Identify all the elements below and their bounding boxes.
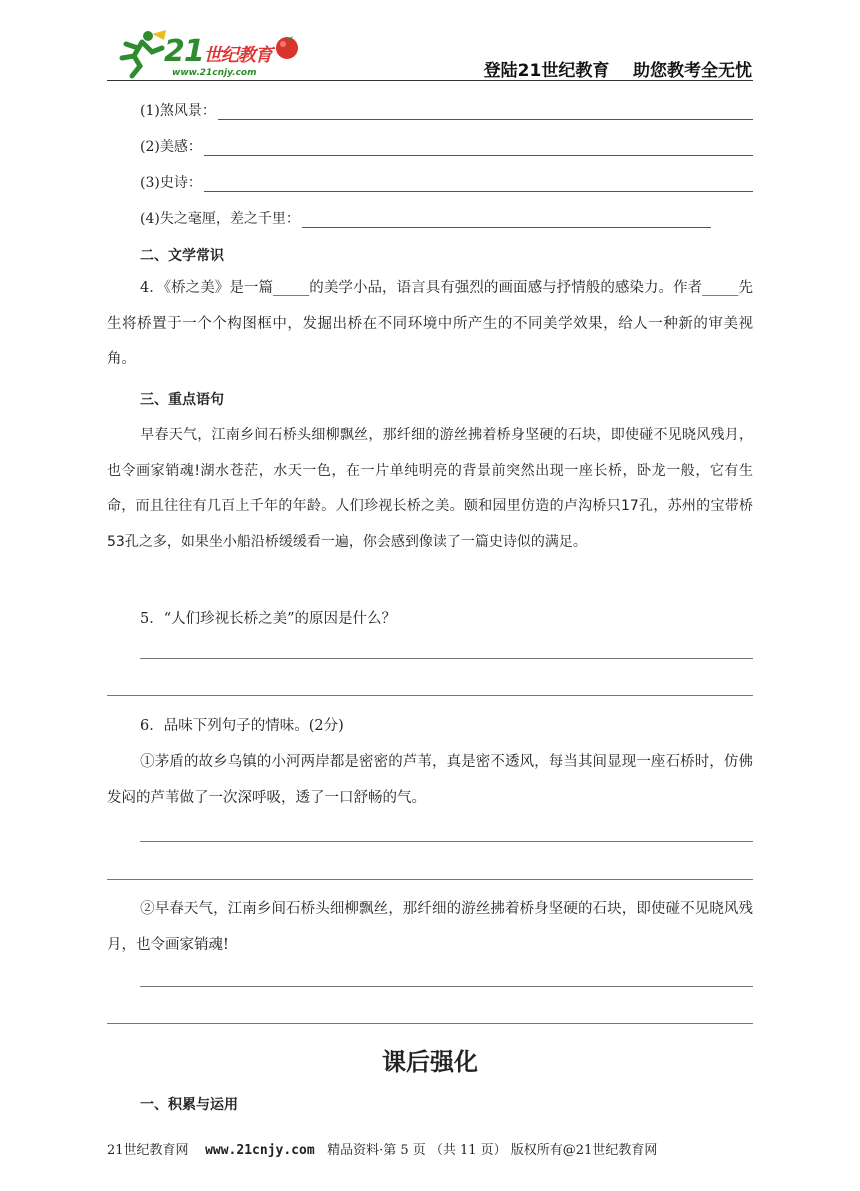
answer-line[interactable] [107, 695, 753, 696]
sentence-2-text: ②早春天气，江南乡间石桥头细柳飘丝，那纤细的游丝拂着桥身坚硬的石块，即使碰不见晓风残月，也令画家销魂! [107, 901, 753, 953]
vocab-item-4 [140, 208, 711, 228]
vocab-label: (2)美感： [140, 139, 202, 155]
vocab-label: (3)史诗： [140, 175, 202, 191]
answer-blank[interactable] [302, 213, 711, 228]
answer-line[interactable] [140, 986, 753, 987]
tomato-icon [272, 32, 302, 60]
after-class-title: 课后强化 [382, 1048, 478, 1076]
footer-site: 21世纪教育网 [107, 1143, 189, 1158]
answer-blank[interactable] [204, 177, 753, 192]
reading-passage [107, 418, 753, 560]
vocab-label: (1)煞风景： [140, 103, 216, 119]
section-heading-accumulation: 一、积累与运用 [140, 1097, 238, 1113]
section-heading-key-sentences: 三、重点语句 [140, 392, 224, 408]
vocab-item-2 [140, 136, 753, 156]
answer-blank[interactable] [204, 141, 753, 156]
logo-url: www.21cnjy.com [172, 68, 257, 78]
question-6-sentence-1 [107, 745, 753, 816]
vocab-item-3 [140, 172, 753, 192]
logo-wordmark: 21世纪教育 [164, 34, 272, 69]
question-4-text: 4．《桥之美》是一篇_____的美学小品，语言具有强烈的画面感与抒情般的感染力。作者_____先生将桥置于一个个构图框中，发掘出桥在不同环境中所产生的不同美学效果，给人一种新的审美视角。 [107, 280, 753, 367]
header-divider [107, 80, 753, 81]
answer-line[interactable] [107, 879, 753, 880]
passage-text: 早春天气，江南乡间石桥头细柳飘丝，那纤细的游丝拂着桥身坚硬的石块，即使碰不见晓风残月，也令画家销魂!湖水苍茫，水天一色，在一片单纯明亮的背景前突然出现一座长桥，卧龙一般，它有生命，而且往往有几百上千年的年龄。人们珍视长桥之美。颐和园里仿造的卢沟桥只17孔，苏州的宝带桥53孔之多，如果坐小船沿桥缓缓看一遍，你会感到像读了一篇史诗似的满足。 [107, 427, 753, 550]
runner-icon [112, 28, 168, 80]
sentence-1-text: ①茅盾的故乡乌镇的小河两岸都是密密的芦苇，真是密不透风，每当其间显现一座石桥时，仿佛发闷的芦苇做了一次深呼吸，透了一口舒畅的气。 [107, 754, 753, 806]
header-slogan: 登陆21世纪教育 助您教考全无忧 [483, 61, 752, 81]
page-footer [107, 1139, 657, 1158]
vocab-label: (4)失之毫厘，差之千里： [140, 211, 300, 227]
section-heading-literature: 二、文学常识 [140, 248, 224, 264]
question-5 [107, 602, 753, 638]
site-logo [112, 28, 312, 80]
question-5-text: 5．“人们珍视长桥之美”的原因是什么？ [140, 611, 397, 627]
footer-url[interactable]: www.21cnjy.com [205, 1143, 315, 1158]
question-6-sentence-2 [107, 892, 753, 963]
question-6 [107, 709, 753, 745]
question-6-text: 6．品味下列句子的情味。(2分) [140, 718, 344, 734]
answer-line[interactable] [140, 658, 753, 659]
footer-info: 精品资料·第 5 页 （共 11 页） 版权所有@21世纪教育网 [327, 1143, 658, 1158]
answer-blank[interactable] [218, 105, 753, 120]
answer-line[interactable] [140, 841, 753, 842]
question-4 [107, 271, 753, 378]
answer-line[interactable] [107, 1023, 753, 1024]
vocab-item-1 [140, 100, 753, 120]
